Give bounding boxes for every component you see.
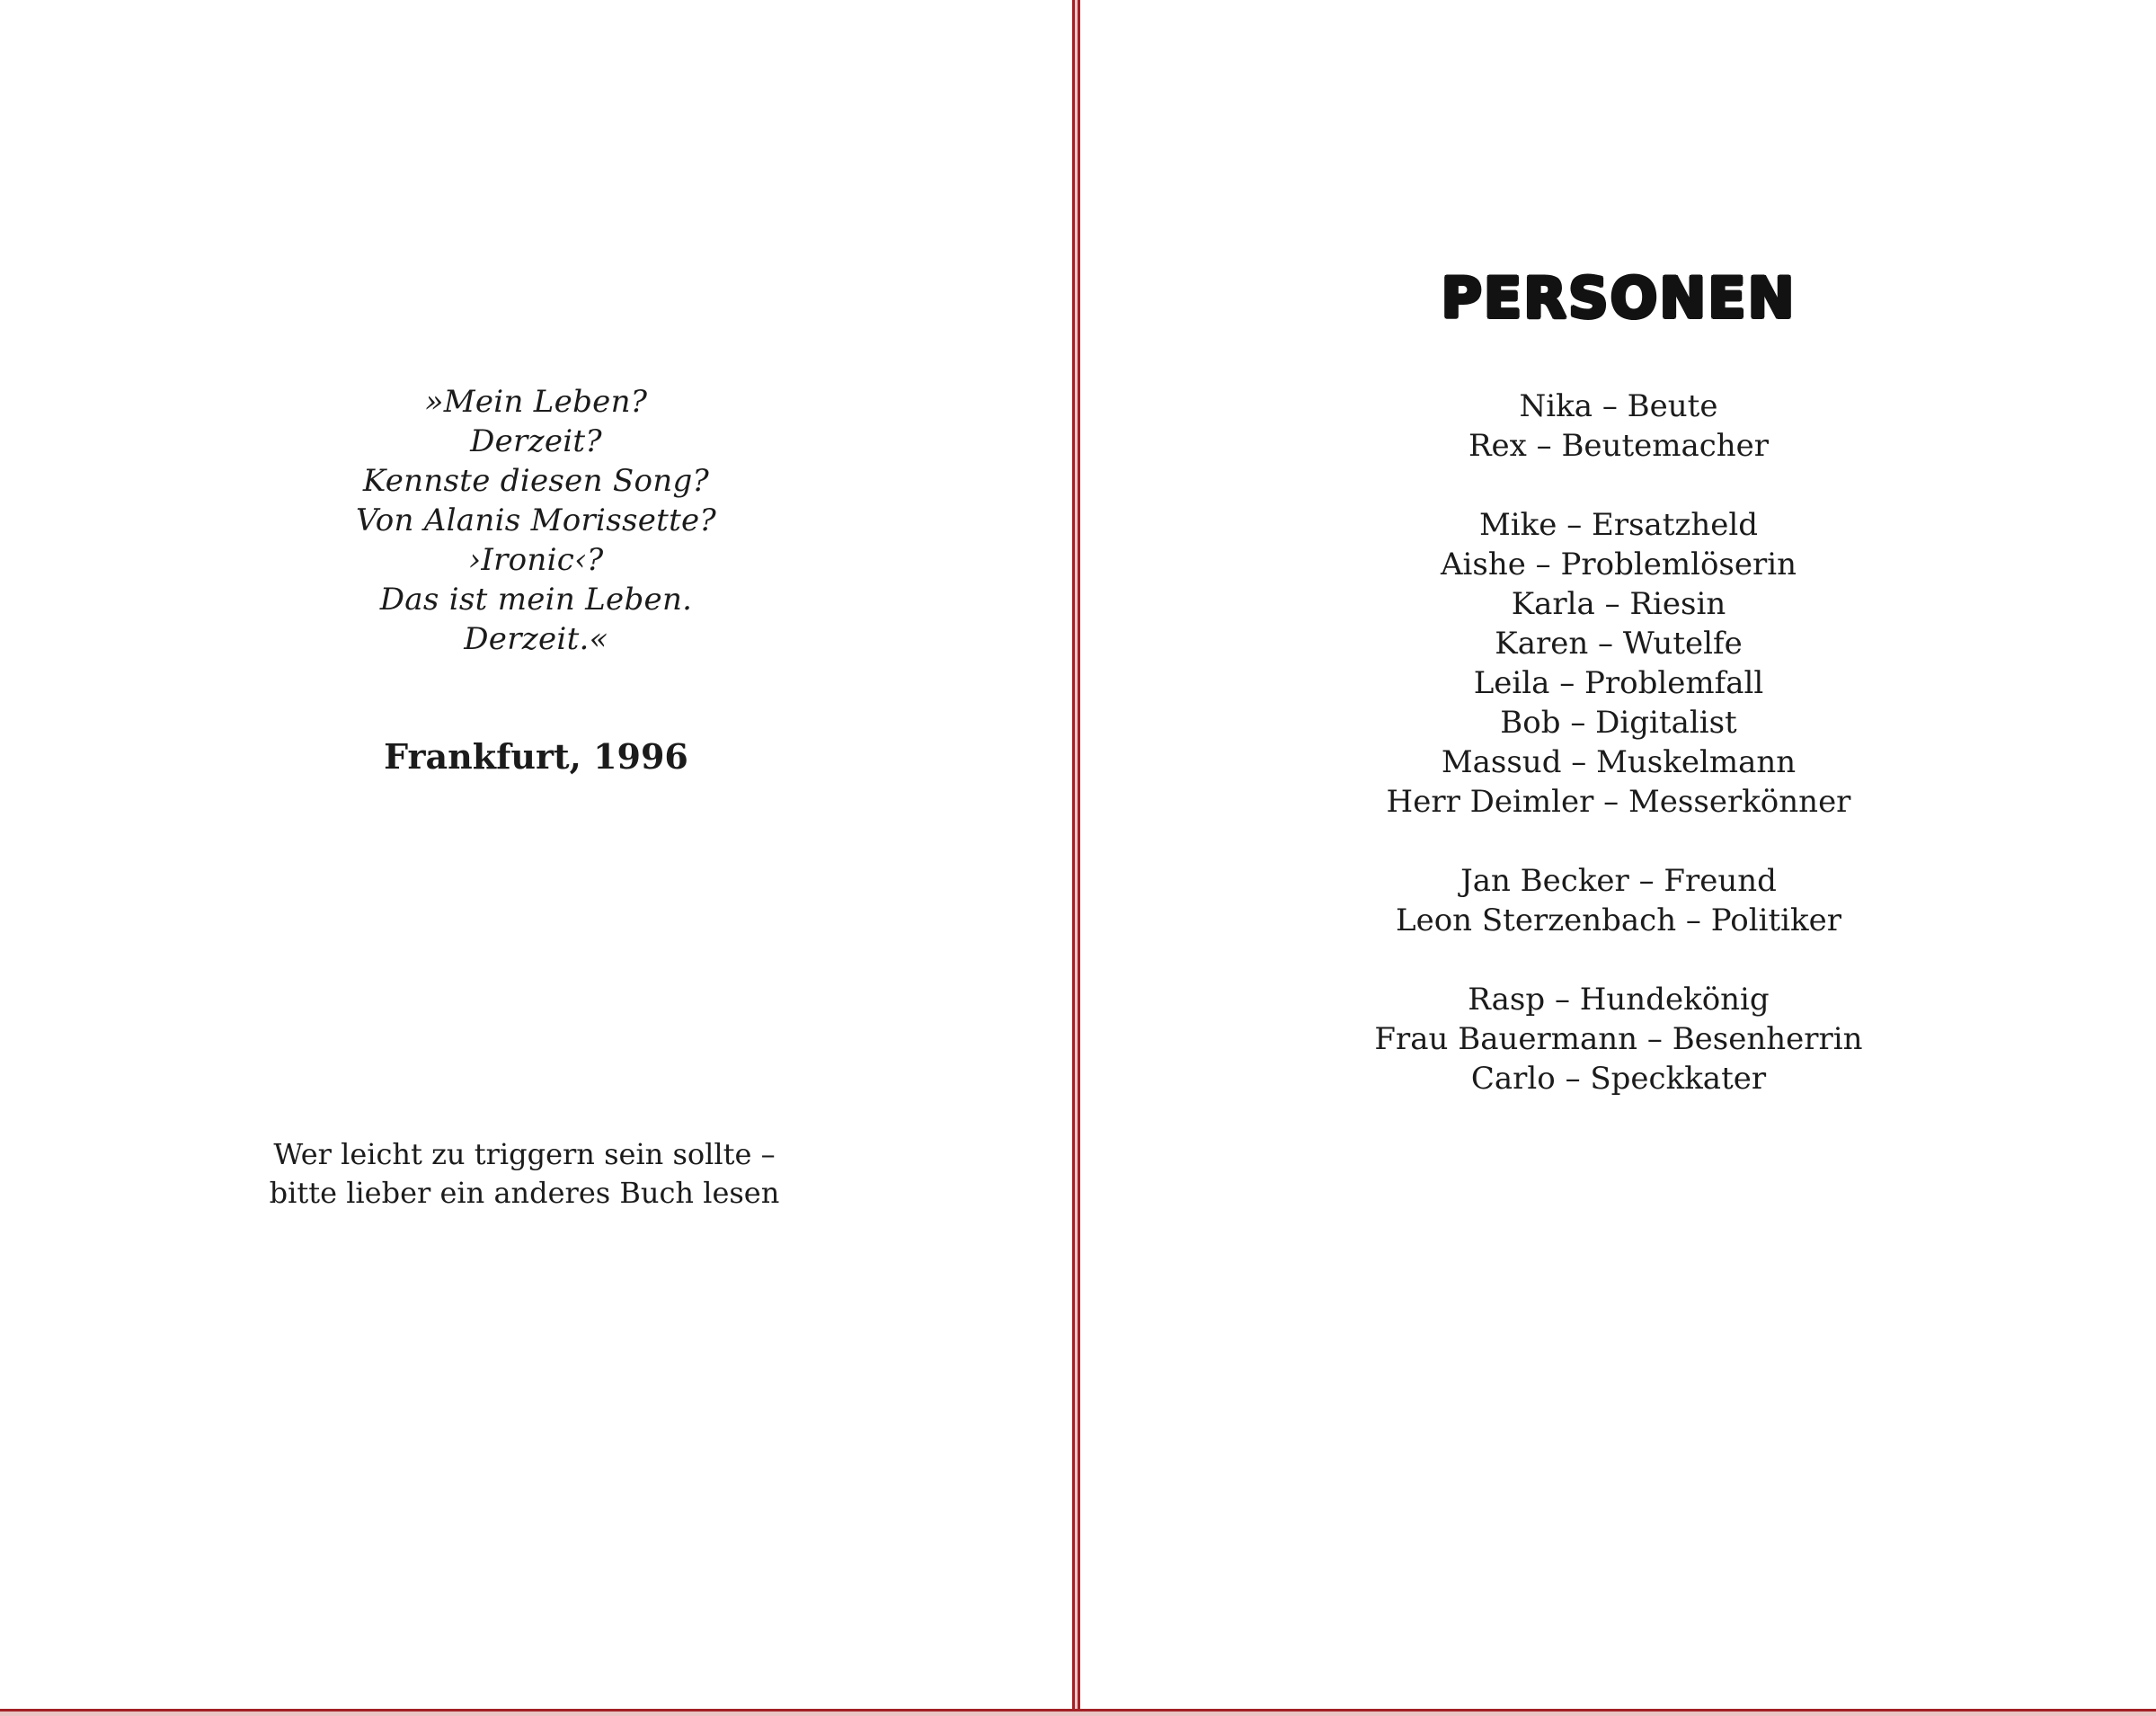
- page-title: PERSONEN: [1441, 265, 1797, 331]
- cast-entry: Herr Deimler – Messerkönner: [1386, 784, 1851, 820]
- epigraph-line: »Mein Leben?: [424, 384, 648, 420]
- cast-group-protagonists: [1081, 387, 2156, 466]
- cast-entry: Bob – Digitalist: [1500, 705, 1737, 741]
- cast-entry: Rasp – Hundekönig: [1468, 982, 1770, 1018]
- page-right: [1081, 0, 2156, 1709]
- note-line: bitte lieber ein anderes Buch lesen: [269, 1176, 780, 1210]
- cast-entry: Nika – Beute: [1519, 388, 1718, 424]
- epigraph-line: Von Alanis Morissette?: [355, 502, 717, 538]
- cast-group-main: [1081, 505, 2156, 822]
- cast-entry: Rex – Beutemacher: [1468, 428, 1770, 464]
- note-line: Wer leicht zu triggern sein sollte –: [273, 1137, 776, 1171]
- cast-entry: Karla – Riesin: [1511, 586, 1726, 622]
- cast-list: [1081, 387, 2156, 1138]
- cast-entry: Frau Bauermann – Besenherrin: [1374, 1021, 1863, 1057]
- cast-entry: Leila – Problemfall: [1473, 665, 1764, 701]
- epigraph-quote: [0, 382, 1072, 659]
- epigraph-line: Das ist mein Leben.: [379, 582, 693, 618]
- page-left: [0, 0, 1072, 1709]
- cast-entry: Jan Becker – Freund: [1460, 863, 1777, 899]
- epigraph-dateline: Frankfurt, 1996: [384, 736, 688, 777]
- cast-group-supporting: [1081, 861, 2156, 940]
- epigraph-line: Kennste diesen Song?: [362, 463, 710, 499]
- trigger-warning-note: [0, 1135, 1060, 1213]
- cast-entry: Massud – Muskelmann: [1441, 744, 1797, 780]
- cast-entry: Carlo – Speckkater: [1470, 1061, 1767, 1097]
- epigraph-line: Derzeit.«: [464, 621, 608, 657]
- page-gutter-border: [1072, 0, 1080, 1709]
- epigraph-line: ›Ironic‹?: [468, 542, 604, 578]
- epigraph-line: Derzeit?: [470, 423, 602, 459]
- cast-entry: Aishe – Problemlöserin: [1440, 547, 1797, 582]
- cast-entry: Leon Sterzenbach – Politiker: [1396, 902, 1841, 938]
- page-bottom-shadow: [0, 1712, 2156, 1716]
- cast-group-others: [1081, 980, 2156, 1098]
- cast-entry: Mike – Ersatzheld: [1478, 507, 1759, 543]
- cast-entry: Karen – Wutelfe: [1495, 626, 1743, 662]
